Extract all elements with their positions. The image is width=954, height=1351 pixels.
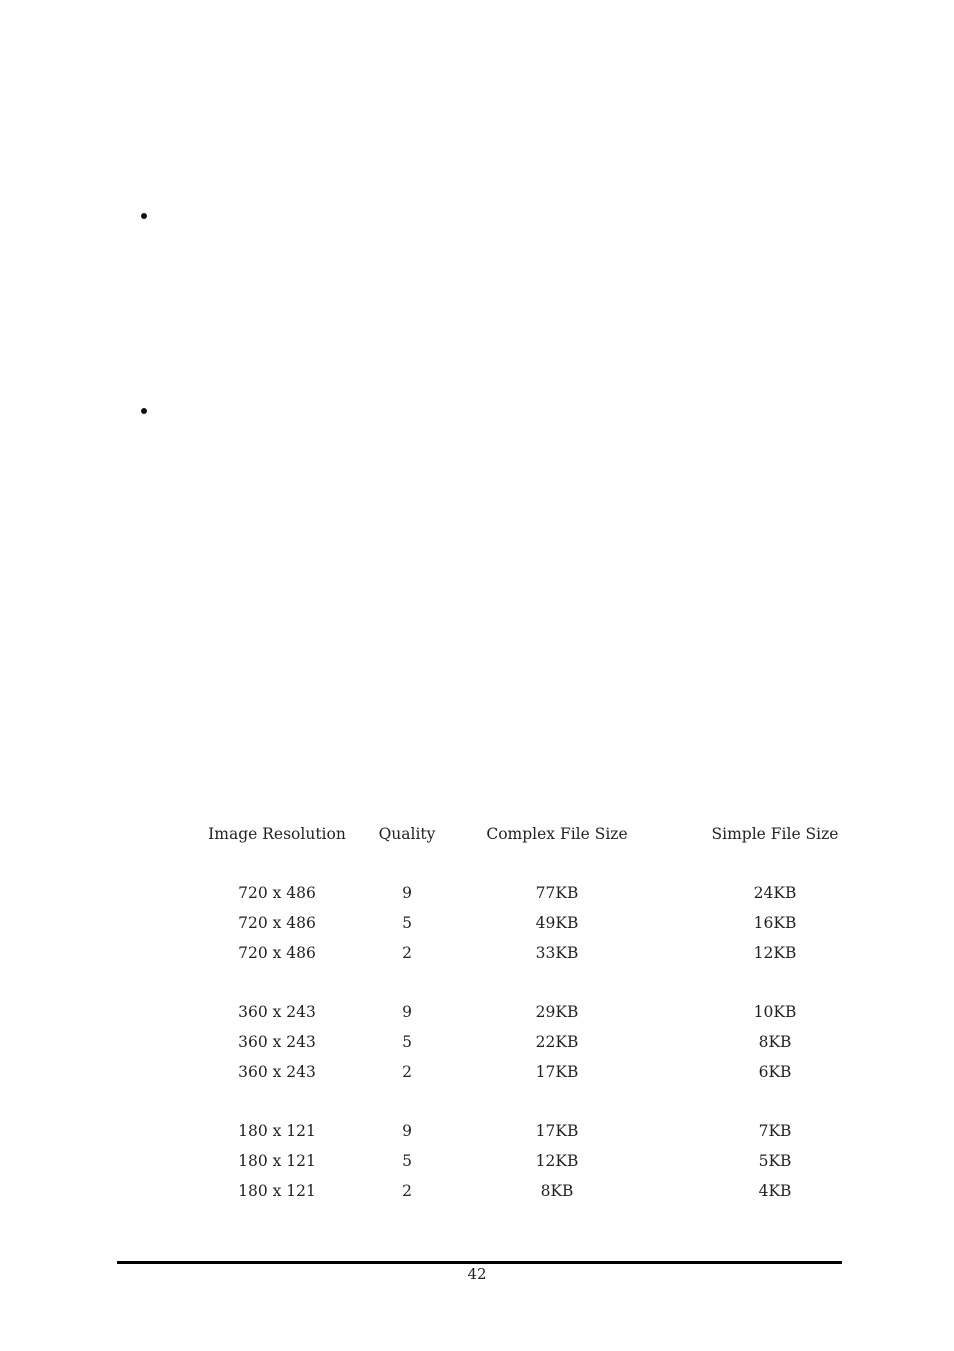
cell-simple-size: 12KB: [753, 944, 797, 962]
cell-resolution: 360 x 243: [238, 1033, 316, 1051]
cell-quality: 5: [402, 1033, 412, 1051]
cell-quality: 2: [402, 944, 412, 962]
page-number: 42: [467, 1265, 487, 1283]
header-complex-file-size: Complex File Size: [486, 825, 628, 843]
cell-quality: 5: [402, 1152, 412, 1170]
cell-complex-size: 12KB: [535, 1152, 579, 1170]
cell-quality: 2: [402, 1182, 412, 1200]
cell-quality: 5: [402, 914, 412, 932]
cell-quality: 9: [402, 884, 412, 902]
cell-complex-size: 49KB: [535, 914, 579, 932]
header-simple-file-size: Simple File Size: [711, 825, 839, 843]
cell-complex-size: 17KB: [535, 1122, 579, 1140]
header-image-resolution: Image Resolution: [208, 825, 346, 843]
cell-resolution: 180 x 121: [238, 1182, 316, 1200]
cell-quality: 9: [402, 1122, 412, 1140]
cell-simple-size: 8KB: [758, 1033, 792, 1051]
cell-resolution: 360 x 243: [238, 1003, 316, 1021]
cell-complex-size: 8KB: [540, 1182, 574, 1200]
cell-simple-size: 6KB: [758, 1063, 792, 1081]
cell-complex-size: 77KB: [535, 884, 579, 902]
cell-quality: 2: [402, 1063, 412, 1081]
cell-simple-size: 7KB: [758, 1122, 792, 1140]
cell-resolution: 720 x 486: [238, 944, 316, 962]
cell-simple-size: 5KB: [758, 1152, 792, 1170]
cell-simple-size: 24KB: [753, 884, 797, 902]
cell-resolution: 360 x 243: [238, 1063, 316, 1081]
cell-simple-size: 16KB: [753, 914, 797, 932]
cell-complex-size: 29KB: [535, 1003, 579, 1021]
cell-simple-size: 10KB: [753, 1003, 797, 1021]
cell-resolution: 720 x 486: [238, 914, 316, 932]
cell-complex-size: 33KB: [535, 944, 579, 962]
cell-quality: 9: [402, 1003, 412, 1021]
cell-resolution: 180 x 121: [238, 1152, 316, 1170]
cell-complex-size: 17KB: [535, 1063, 579, 1081]
cell-resolution: 180 x 121: [238, 1122, 316, 1140]
cell-complex-size: 22KB: [535, 1033, 579, 1051]
header-quality: Quality: [378, 825, 436, 843]
cell-simple-size: 4KB: [758, 1182, 792, 1200]
cell-resolution: 720 x 486: [238, 884, 316, 902]
